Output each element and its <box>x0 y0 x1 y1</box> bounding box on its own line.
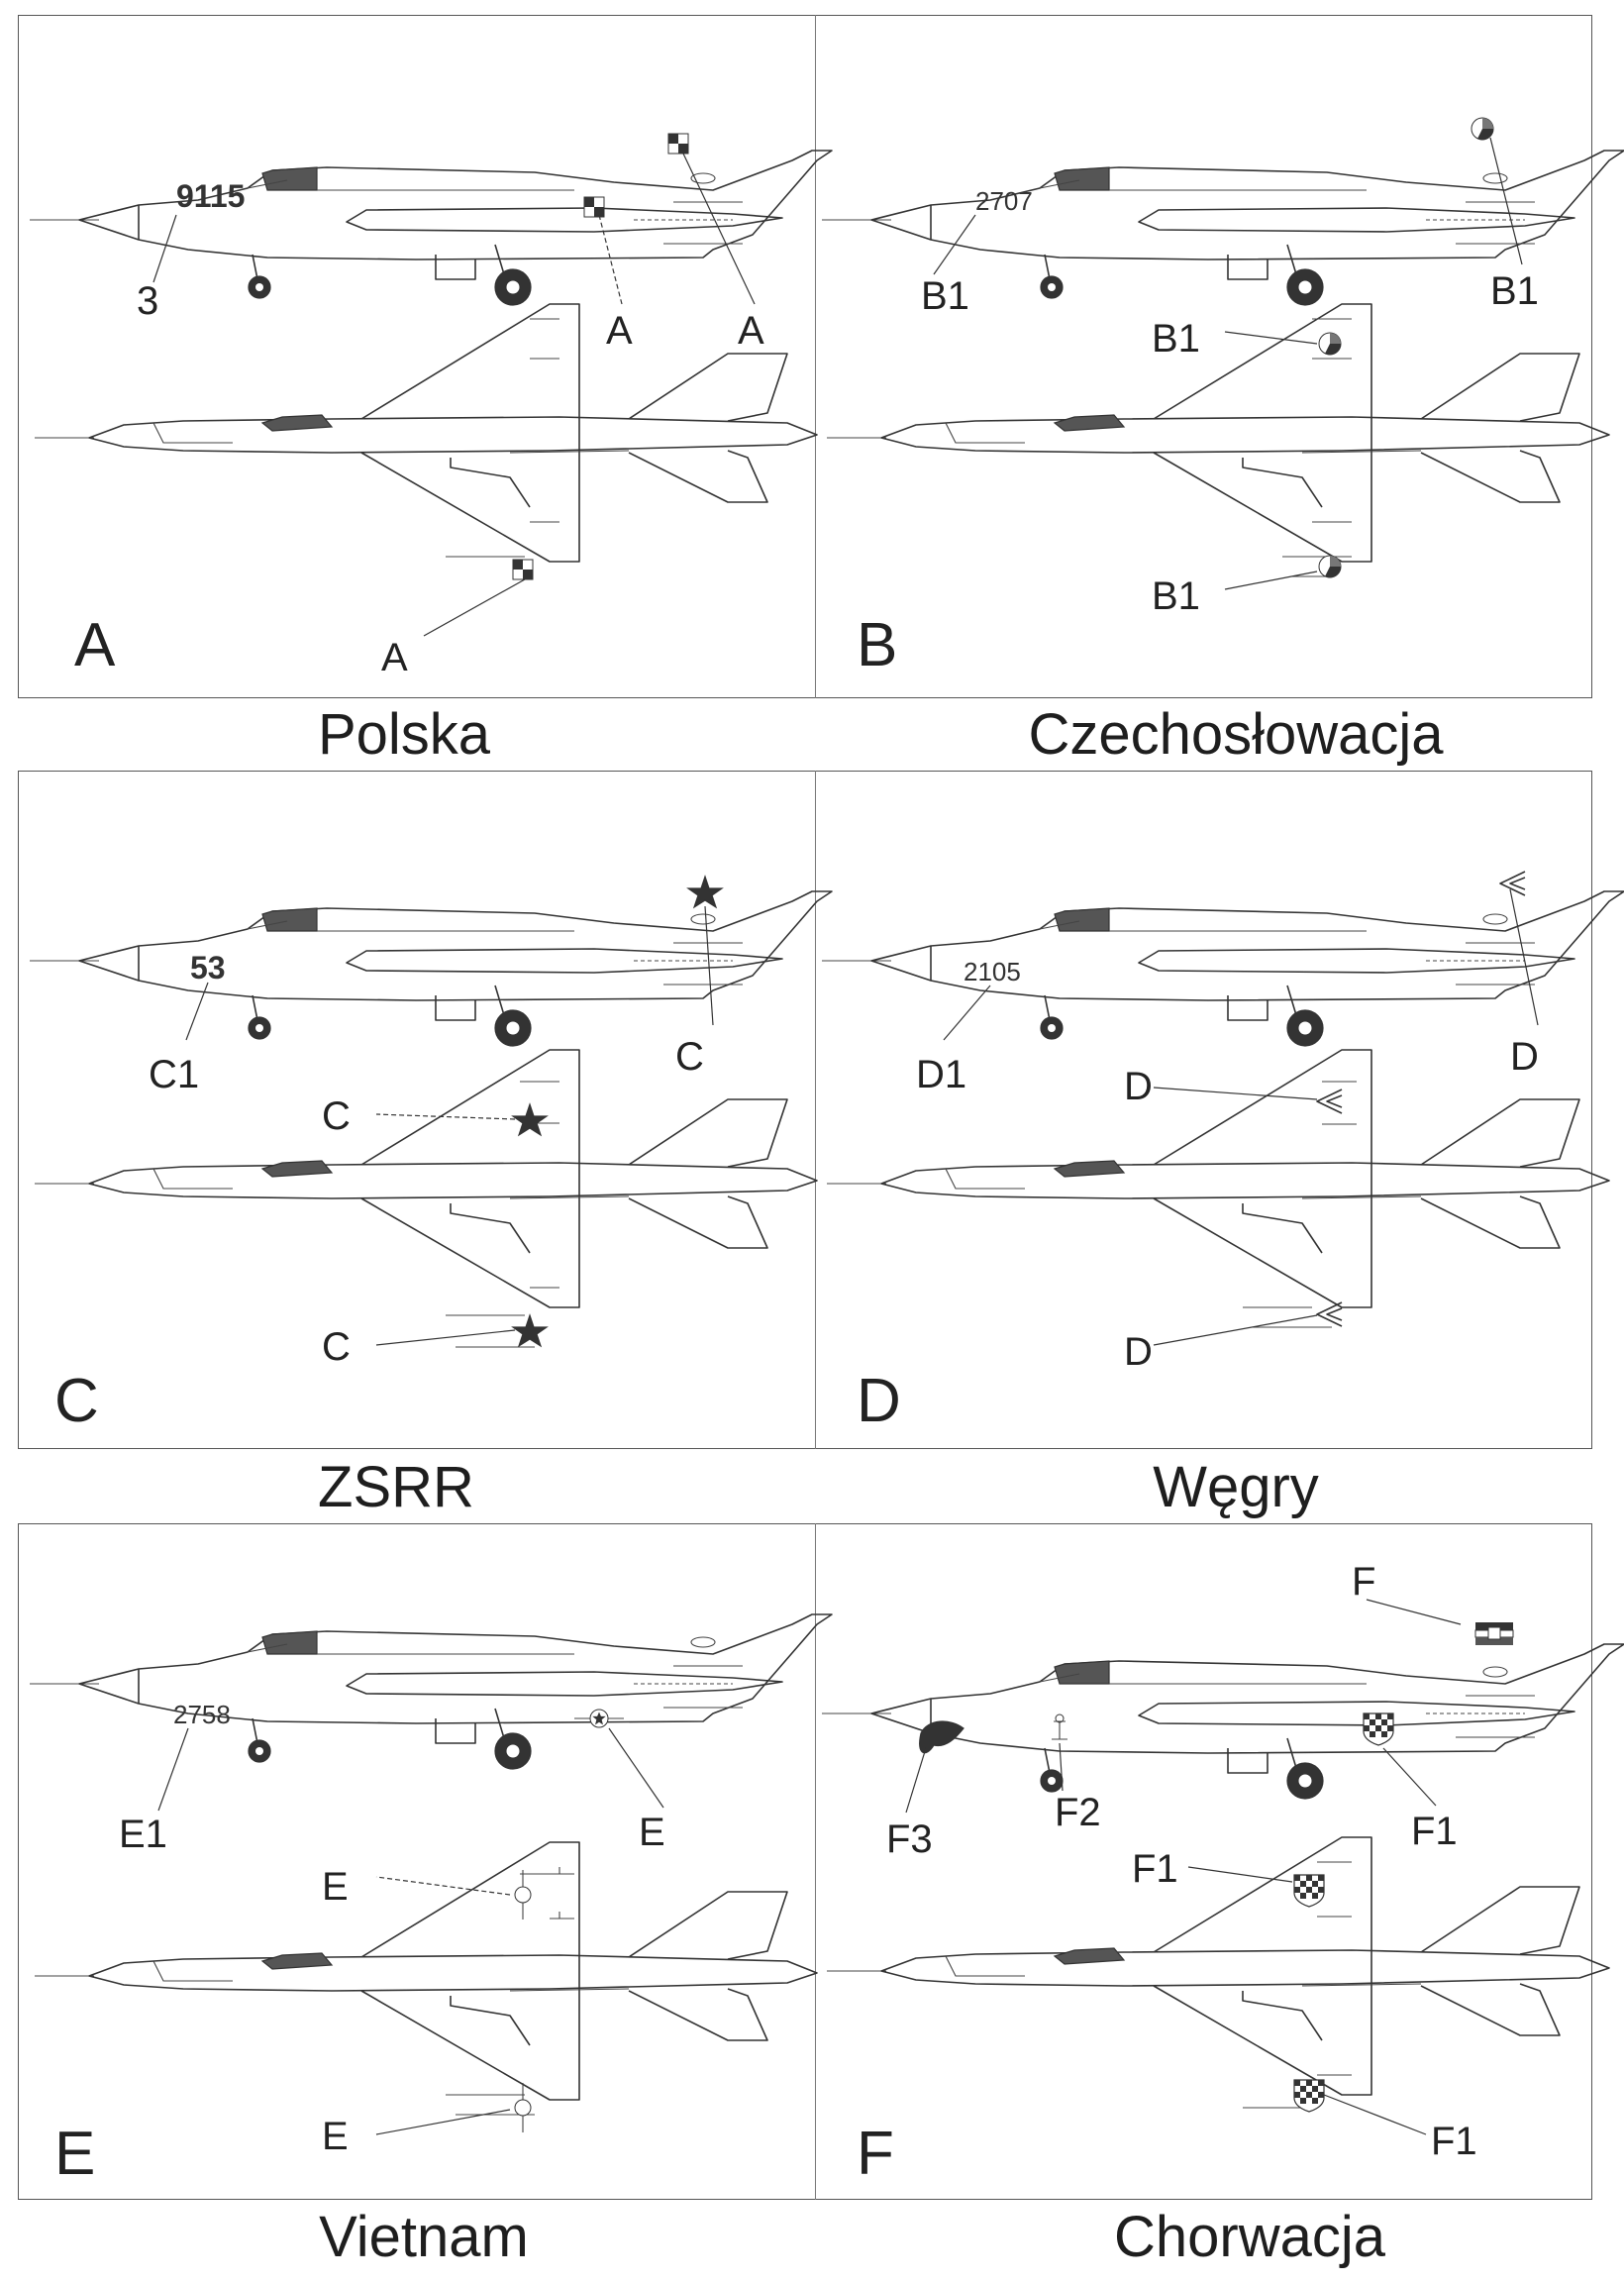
panel-letter-e: E <box>54 2120 96 2188</box>
chevron-triangle-icon <box>1500 872 1525 895</box>
country-label-e: Vietnam <box>319 2205 529 2269</box>
panel-letter-c: C <box>54 1367 99 1435</box>
callout-b1-number: B1 <box>921 274 969 318</box>
aircraft-top-view-a <box>35 304 817 562</box>
callout-a-fin: A <box>738 309 764 353</box>
callout-f1-lower-wing: F1 <box>1431 2120 1477 2163</box>
star-bar-icon <box>515 1870 531 1920</box>
callout-c-upper-wing: C <box>322 1094 351 1138</box>
callout-e-fuselage: E <box>639 1811 665 1854</box>
country-label-c: ZSRR <box>318 1455 474 1519</box>
aircraft-side-view-d <box>822 891 1624 1046</box>
panel-letter-a: A <box>74 611 116 679</box>
aircraft-top-view-b <box>827 304 1609 562</box>
callout-d1-number: D1 <box>916 1053 967 1096</box>
panel-d <box>817 773 1589 1447</box>
czech-roundel-icon <box>1319 556 1341 577</box>
callout-d-upper-wing: D <box>1124 1065 1153 1108</box>
callout-d-fin: D <box>1510 1035 1539 1079</box>
panel-b <box>817 17 1589 696</box>
checker-square-icon <box>513 560 533 579</box>
callout-f-fin: F <box>1352 1560 1376 1604</box>
aircraft-top-view-f <box>827 1837 1609 2095</box>
aircraft-side-view-e <box>30 1614 832 1769</box>
panel-letter-b: B <box>857 611 898 679</box>
callout-a-fuselage: A <box>606 309 633 353</box>
side-number-b: 2707 <box>975 186 1033 216</box>
country-label-f: Chorwacja <box>1114 2205 1385 2269</box>
red-star-icon <box>513 1104 547 1135</box>
side-number-d: 2105 <box>964 957 1021 986</box>
checker-square-icon <box>668 134 688 154</box>
divider-row-1 <box>815 15 816 698</box>
checker-shield-icon <box>1294 2080 1324 2112</box>
callout-e1-number: E1 <box>119 1813 167 1856</box>
callout-3: 3 <box>137 279 159 323</box>
callout-d-lower-wing: D <box>1124 1330 1153 1374</box>
divider-row-2 <box>815 771 816 1449</box>
star-bar-icon <box>515 2083 531 2132</box>
side-number-e: 2758 <box>173 1700 231 1729</box>
chevron-triangle-icon <box>1317 1090 1342 1113</box>
callout-f1-fuselage: F1 <box>1411 1810 1458 1853</box>
callout-f1-upper-wing: F1 <box>1132 1847 1178 1891</box>
callout-e-lower-wing: E <box>322 2115 349 2158</box>
country-label-b: Czechosłowacja <box>1028 702 1444 767</box>
czech-roundel-icon <box>1319 333 1341 355</box>
side-number-c: 53 <box>190 950 226 986</box>
panel-e <box>20 1525 812 2198</box>
callout-b1-fin: B1 <box>1490 269 1539 313</box>
star-bar-icon <box>574 1710 624 1727</box>
callout-c1-number: C1 <box>149 1053 200 1096</box>
checker-shield-icon <box>1294 1875 1324 1907</box>
insignia-f2-icon <box>1052 1714 1067 1739</box>
checker-square-icon <box>584 197 604 217</box>
aircraft-side-view-c <box>30 891 832 1046</box>
flag-icon <box>1475 1622 1513 1645</box>
side-number-a: 9115 <box>176 178 246 214</box>
panel-letter-d: D <box>857 1367 901 1435</box>
czech-roundel-icon <box>1472 118 1493 140</box>
panel-letter-f: F <box>857 2120 894 2188</box>
callout-b1-upper-wing: B1 <box>1152 317 1200 361</box>
callout-a-wing: A <box>381 636 408 679</box>
panel-f <box>817 1525 1589 2198</box>
checker-shield-icon <box>1364 1713 1393 1745</box>
callout-e-upper-wing: E <box>322 1865 349 1909</box>
aircraft-top-view-e <box>35 1842 817 2100</box>
callout-b1-lower-wing: B1 <box>1152 574 1200 618</box>
unit-emblem-icon <box>920 1721 964 1753</box>
red-star-icon <box>688 877 722 907</box>
callout-c-fin: C <box>675 1035 704 1079</box>
callout-c-lower-wing: C <box>322 1325 351 1369</box>
country-label-d: Węgry <box>1153 1455 1319 1519</box>
callout-f3: F3 <box>886 1817 933 1861</box>
country-label-a: Polska <box>317 702 491 767</box>
panel-c <box>20 773 812 1447</box>
callout-f2: F2 <box>1055 1791 1101 1834</box>
red-star-icon <box>513 1315 547 1346</box>
panel-a <box>20 17 812 696</box>
